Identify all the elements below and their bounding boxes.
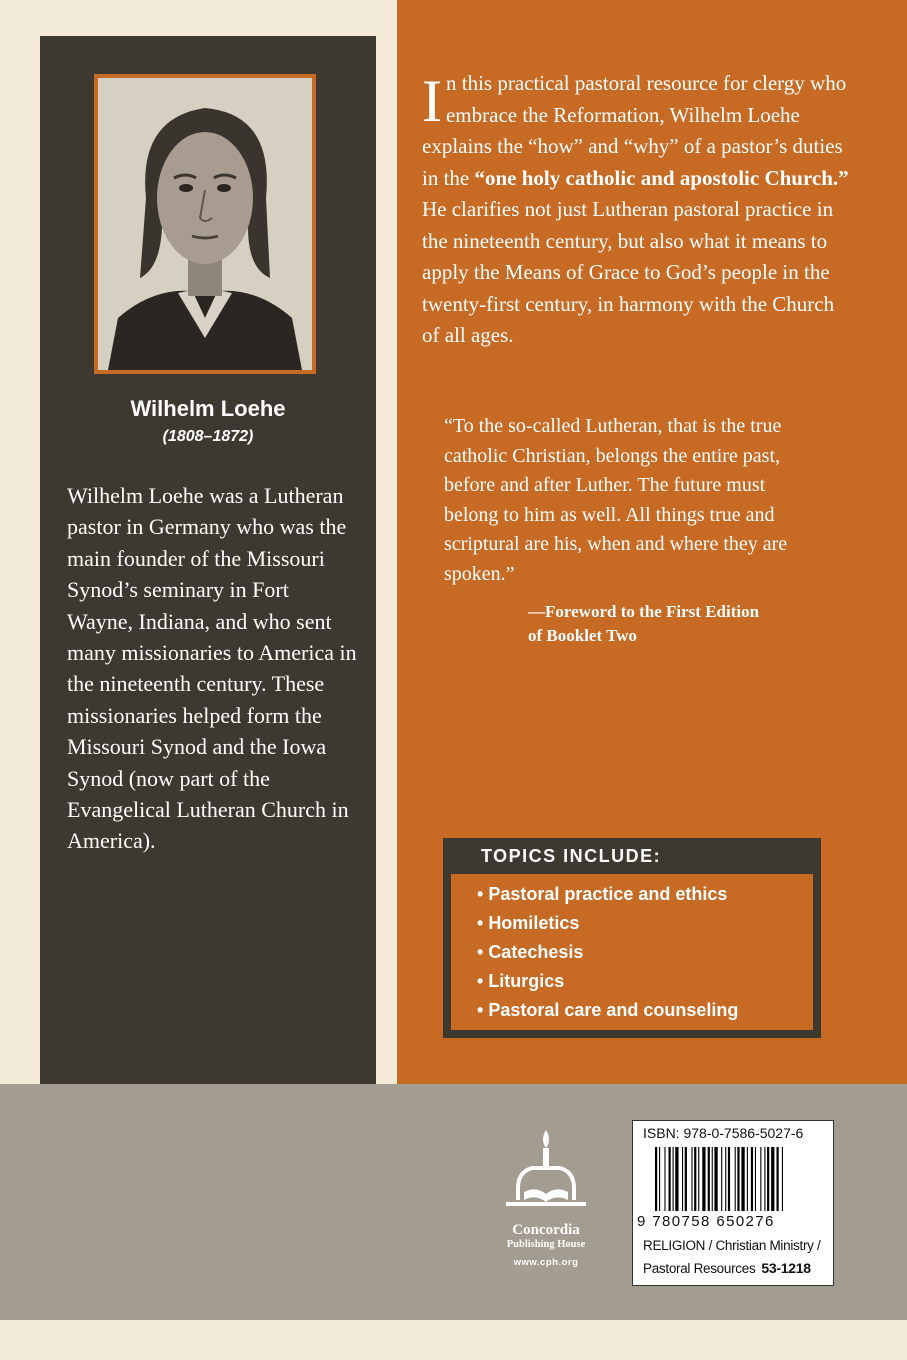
description-emphasis: “one holy catholic and apostolic Church.” [474, 165, 849, 190]
description-text-end: He clarifies not just Lutheran pastoral practice in the nineteenth century, but also what it means to apply the Means of Grace to God’s people in the twenty-first century, in harmony with the Church of all ages. [422, 197, 835, 347]
product-code: 53-1218 [761, 1260, 811, 1276]
author-bio: Wilhelm Loehe was a Lutheran pastor in Germany who was the main founder of the Missouri Synod’s seminary in Fort Wayne, Indiana, and who sent many missionaries to America in the nineteenth century. These missionaries helped form the Missouri Synod and the Iowa Synod (now part of the Evangelical Lutheran Church in America). [67, 483, 357, 854]
author-dates: (1808–1872) [162, 428, 254, 445]
topics-list-panel [451, 874, 813, 1030]
topics-header: TOPICS INCLUDE: [481, 846, 662, 866]
topics-list [451, 874, 813, 1025]
category-text: RELIGION / Christian Ministry / Pastoral Resources [643, 1238, 821, 1276]
book-description [422, 68, 852, 352]
publisher-logo [496, 1126, 596, 1286]
category-label [643, 1235, 829, 1280]
author-portrait [94, 74, 316, 374]
publisher-subtitle: Publishing House [506, 1239, 586, 1250]
loehe-quote: “To the so-called Lutheran, that is the true catholic Christian, belongs the entire past, before and after Luther. The future must belong to him as well. All things true and scriptural are his, when and where they are spoken.” [444, 415, 788, 585]
topic-item: • Homiletics [477, 909, 813, 938]
author-name: Wilhelm Loehe [130, 396, 286, 421]
topic-item: • Liturgics [477, 967, 813, 996]
candle-book-icon [498, 1126, 594, 1222]
quote-attribution [528, 600, 828, 648]
topics-box [443, 838, 821, 1038]
barcode-digits: 9 780758 650276 [637, 1213, 775, 1230]
barcode-box [632, 1120, 834, 1286]
publisher-name: Concordia [512, 1222, 580, 1238]
attribution-line-2: of Booklet Two [528, 626, 637, 645]
drop-cap: I [422, 68, 442, 134]
attribution-line-1: —Foreword to the First Edition [528, 602, 760, 621]
description-text-start: n this practical pastoral resource for clergy who embrace the Reformation, Wilhelm Loehe explains the “how” and “why” of a pastor’s duties in the [422, 71, 847, 190]
barcode-icon [655, 1147, 815, 1211]
publisher-url: www.cph.org [513, 1257, 579, 1268]
topic-item: • Pastoral practice and ethics [477, 880, 813, 909]
topic-item: • Catechesis [477, 938, 813, 967]
isbn: ISBN: 978-0-7586-5027-6 [643, 1125, 804, 1141]
topic-item: • Pastoral care and counseling [477, 996, 813, 1025]
